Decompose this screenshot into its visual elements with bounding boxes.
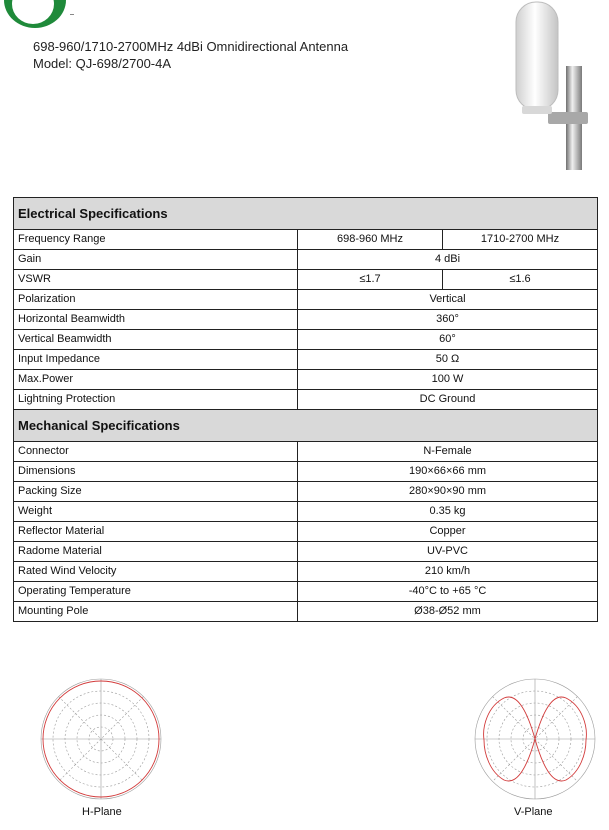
table-row bbox=[14, 330, 598, 350]
table-row bbox=[14, 582, 598, 602]
product-model: Model: QJ-698/2700-4A bbox=[33, 56, 172, 71]
table-row bbox=[14, 270, 598, 290]
table-row bbox=[14, 310, 598, 330]
mechanical-heading-row bbox=[14, 410, 598, 442]
h-plane-pattern bbox=[36, 674, 166, 804]
max-power-value: 100 W bbox=[298, 370, 598, 390]
antenna-radome bbox=[516, 2, 558, 110]
h-beamwidth-label: Horizontal Beamwidth bbox=[14, 310, 298, 330]
gain-label: Gain bbox=[14, 250, 298, 270]
impedance-value: 50 Ω bbox=[298, 350, 598, 370]
dimensions-value: 190×66×66 mm bbox=[298, 462, 598, 482]
radome-label: Radome Material bbox=[14, 542, 298, 562]
radome-value: UV-PVC bbox=[298, 542, 598, 562]
logo-text: DAWN bbox=[19, 9, 46, 18]
logo-dash bbox=[70, 14, 74, 15]
product-title: 698-960/1710-2700MHz 4dBi Omnidirectional Antenna bbox=[33, 39, 349, 54]
pole-label: Mounting Pole bbox=[14, 602, 298, 622]
antenna-product-image bbox=[508, 0, 592, 170]
vswr-label: VSWR bbox=[14, 270, 298, 290]
product-title-block bbox=[33, 38, 348, 72]
packing-label: Packing Size bbox=[14, 482, 298, 502]
electrical-heading: Electrical Specifications bbox=[14, 198, 598, 230]
polarization-value: Vertical bbox=[298, 290, 598, 310]
table-row bbox=[14, 502, 598, 522]
frequency-label: Frequency Range bbox=[14, 230, 298, 250]
table-row bbox=[14, 522, 598, 542]
v-beamwidth-value: 60° bbox=[298, 330, 598, 350]
spec-table bbox=[13, 197, 598, 622]
polarization-label: Polarization bbox=[14, 290, 298, 310]
vswr-band-1: ≤1.7 bbox=[298, 270, 443, 290]
weight-label: Weight bbox=[14, 502, 298, 522]
pole-value: Ø38-Ø52 mm bbox=[298, 602, 598, 622]
table-row bbox=[14, 250, 598, 270]
lightning-label: Lightning Protection bbox=[14, 390, 298, 410]
connector-value: N-Female bbox=[298, 442, 598, 462]
table-row bbox=[14, 602, 598, 622]
table-row bbox=[14, 350, 598, 370]
h-plane-grid bbox=[41, 679, 161, 799]
packing-value: 280×90×90 mm bbox=[298, 482, 598, 502]
frequency-band-2: 1710-2700 MHz bbox=[443, 230, 598, 250]
weight-value: 0.35 kg bbox=[298, 502, 598, 522]
temperature-value: -40°C to +65 °C bbox=[298, 582, 598, 602]
mechanical-heading: Mechanical Specifications bbox=[14, 410, 598, 442]
mounting-bracket bbox=[548, 112, 588, 124]
table-row bbox=[14, 562, 598, 582]
reflector-value: Copper bbox=[298, 522, 598, 542]
temperature-label: Operating Temperature bbox=[14, 582, 298, 602]
wind-label: Rated Wind Velocity bbox=[14, 562, 298, 582]
wind-value: 210 km/h bbox=[298, 562, 598, 582]
table-row bbox=[14, 442, 598, 462]
electrical-heading-row bbox=[14, 198, 598, 230]
frequency-band-1: 698-960 MHz bbox=[298, 230, 443, 250]
v-beamwidth-label: Vertical Beamwidth bbox=[14, 330, 298, 350]
v-plane-pattern bbox=[470, 674, 600, 804]
table-row bbox=[14, 290, 598, 310]
v-plane-caption: V-Plane bbox=[514, 806, 553, 818]
h-plane-caption: H-Plane bbox=[82, 806, 122, 818]
reflector-label: Reflector Material bbox=[14, 522, 298, 542]
lightning-value: DC Ground bbox=[298, 390, 598, 410]
antenna-base bbox=[522, 106, 552, 114]
impedance-label: Input Impedance bbox=[14, 350, 298, 370]
vswr-band-2: ≤1.6 bbox=[443, 270, 598, 290]
table-row bbox=[14, 542, 598, 562]
connector-label: Connector bbox=[14, 442, 298, 462]
gain-value: 4 dBi bbox=[298, 250, 598, 270]
table-row bbox=[14, 230, 598, 250]
table-row bbox=[14, 462, 598, 482]
h-beamwidth-value: 360° bbox=[298, 310, 598, 330]
dimensions-label: Dimensions bbox=[14, 462, 298, 482]
table-row bbox=[14, 390, 598, 410]
table-row bbox=[14, 370, 598, 390]
table-row bbox=[14, 482, 598, 502]
max-power-label: Max.Power bbox=[14, 370, 298, 390]
